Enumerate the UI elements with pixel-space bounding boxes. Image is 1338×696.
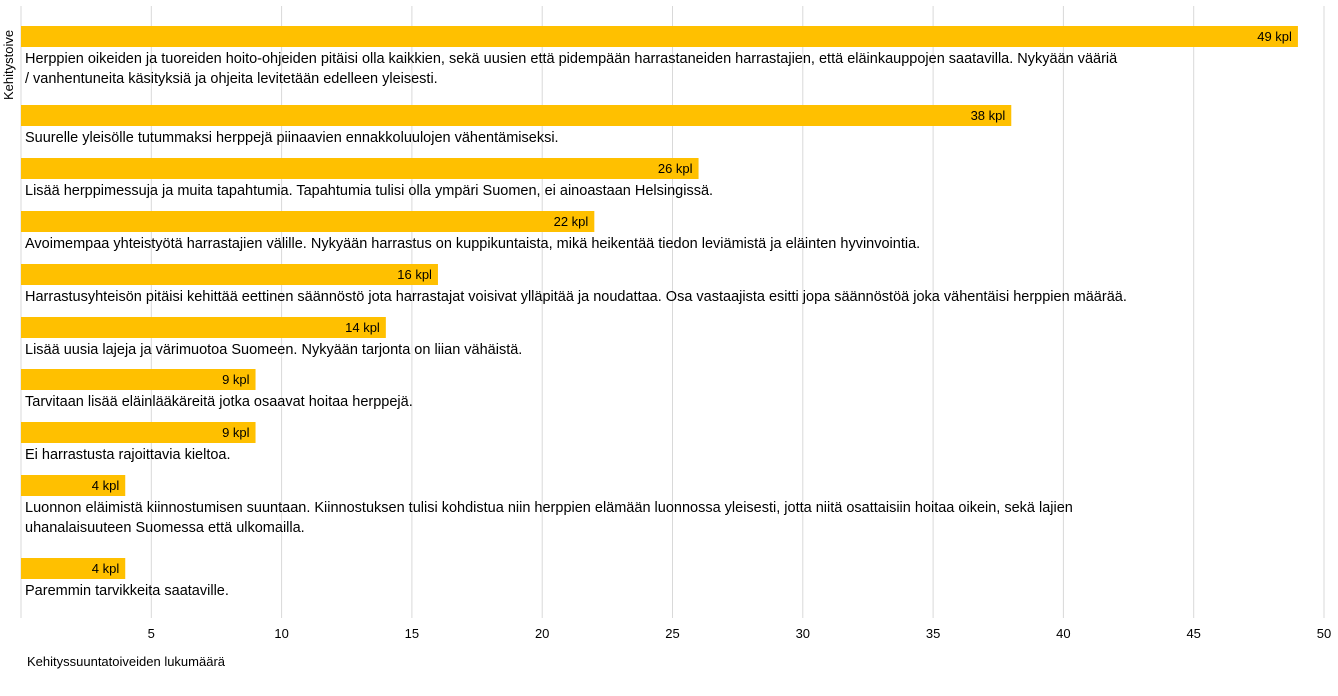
bar-value-label: 49 kpl bbox=[1257, 29, 1292, 44]
category-label: Lisää herppimessuja ja muita tapahtumia. Tapahtumia tulisi olla ympäri Suomen, ei ainoastaan Helsingissä. bbox=[25, 183, 714, 199]
bar-value-label: 9 kpl bbox=[222, 425, 250, 440]
x-tick-label: 35 bbox=[925, 626, 941, 641]
category-label: Luonnon eläimistä kiinnostumisen suuntaan. Kiinnostuksen tulisi kohdistua niin herppien elämään luonnossa yleisesti, jotta niitä osattaisiin hoitaa oikein, sekä lajien bbox=[25, 500, 1073, 516]
bar bbox=[21, 264, 438, 285]
category-label: Harrastusyhteisön pitäisi kehittää eettinen säännöstö jota harrastajat voisivat ylläpitää ja noudattaa. Osa vastaajista esitti jopa säännöstöä joka vähentäisi herppien määrää. bbox=[25, 289, 1127, 305]
bar-value-label: 14 kpl bbox=[345, 320, 380, 335]
x-tick-label: 15 bbox=[404, 626, 420, 641]
bar-value-label: 4 kpl bbox=[91, 561, 120, 576]
bar bbox=[21, 211, 594, 232]
bar-value-label: 9 kpl bbox=[222, 372, 250, 387]
bar-value-label: 4 kpl bbox=[91, 478, 120, 493]
x-tick-label: 50 bbox=[1316, 626, 1332, 641]
bar bbox=[21, 158, 699, 179]
bar bbox=[21, 369, 256, 390]
bar bbox=[21, 105, 1011, 126]
x-tick-label: 5 bbox=[147, 626, 155, 641]
category-label: Avoimempaa yhteistyötä harrastajien välille. Nykyään harrastus on kuppikuntaista, mikä heikentää tiedon leviämistä ja eläinten hyvinvointia. bbox=[25, 236, 921, 252]
category-label: Tarvitaan lisää eläinlääkäreitä jotka osaavat hoitaa herppejä. bbox=[25, 394, 413, 410]
bar bbox=[21, 317, 386, 338]
category-label: / vanhentuneita käsityksiä ja ohjeita levitetään edelleen yleisesti. bbox=[25, 71, 438, 87]
x-tick-label: 30 bbox=[795, 626, 811, 641]
bar-value-label: 22 kpl bbox=[553, 214, 589, 229]
category-label: Lisää uusia lajeja ja värimuotoa Suomeen. Nykyään tarjonta on liian vähäistä. bbox=[25, 342, 523, 358]
category-label: Paremmin tarvikkeita saataville. bbox=[25, 583, 229, 599]
x-tick-label: 10 bbox=[274, 626, 289, 641]
bar bbox=[21, 26, 1298, 47]
x-tick-label: 40 bbox=[1056, 626, 1071, 641]
x-tick-label: 25 bbox=[665, 626, 680, 641]
category-label: Ei harrastusta rajoittavia kieltoa. bbox=[25, 447, 231, 463]
bar-value-label: 26 kpl bbox=[657, 161, 693, 176]
x-tick-label: 45 bbox=[1186, 626, 1201, 641]
bars-group bbox=[21, 26, 1298, 599]
category-label: Herppien oikeiden ja tuoreiden hoito-ohjeiden pitäisi olla kaikkien, sekä uusien että pidempään harrastaneiden harrastajien, että eläinkauppojen saatavilla. Nykyään vääriä bbox=[25, 51, 1118, 67]
bar-value-label: 16 kpl bbox=[397, 267, 432, 282]
x-tick-label: 20 bbox=[534, 626, 550, 641]
category-label: Suurelle yleisölle tutummaksi herppejä piinaavien ennakkoluulojen vähentämiseksi. bbox=[25, 130, 559, 146]
x-axis-title: Kehityssuuntatoiveiden lukumäärä bbox=[27, 654, 226, 669]
bar-value-label: 38 kpl bbox=[970, 108, 1006, 123]
bar bbox=[21, 422, 256, 443]
category-label: uhanalaisuuteen Suomessa että ulkomailla. bbox=[25, 520, 305, 536]
x-axis-ticks bbox=[148, 626, 1332, 641]
y-axis-title: Kehitystoive bbox=[1, 29, 16, 100]
